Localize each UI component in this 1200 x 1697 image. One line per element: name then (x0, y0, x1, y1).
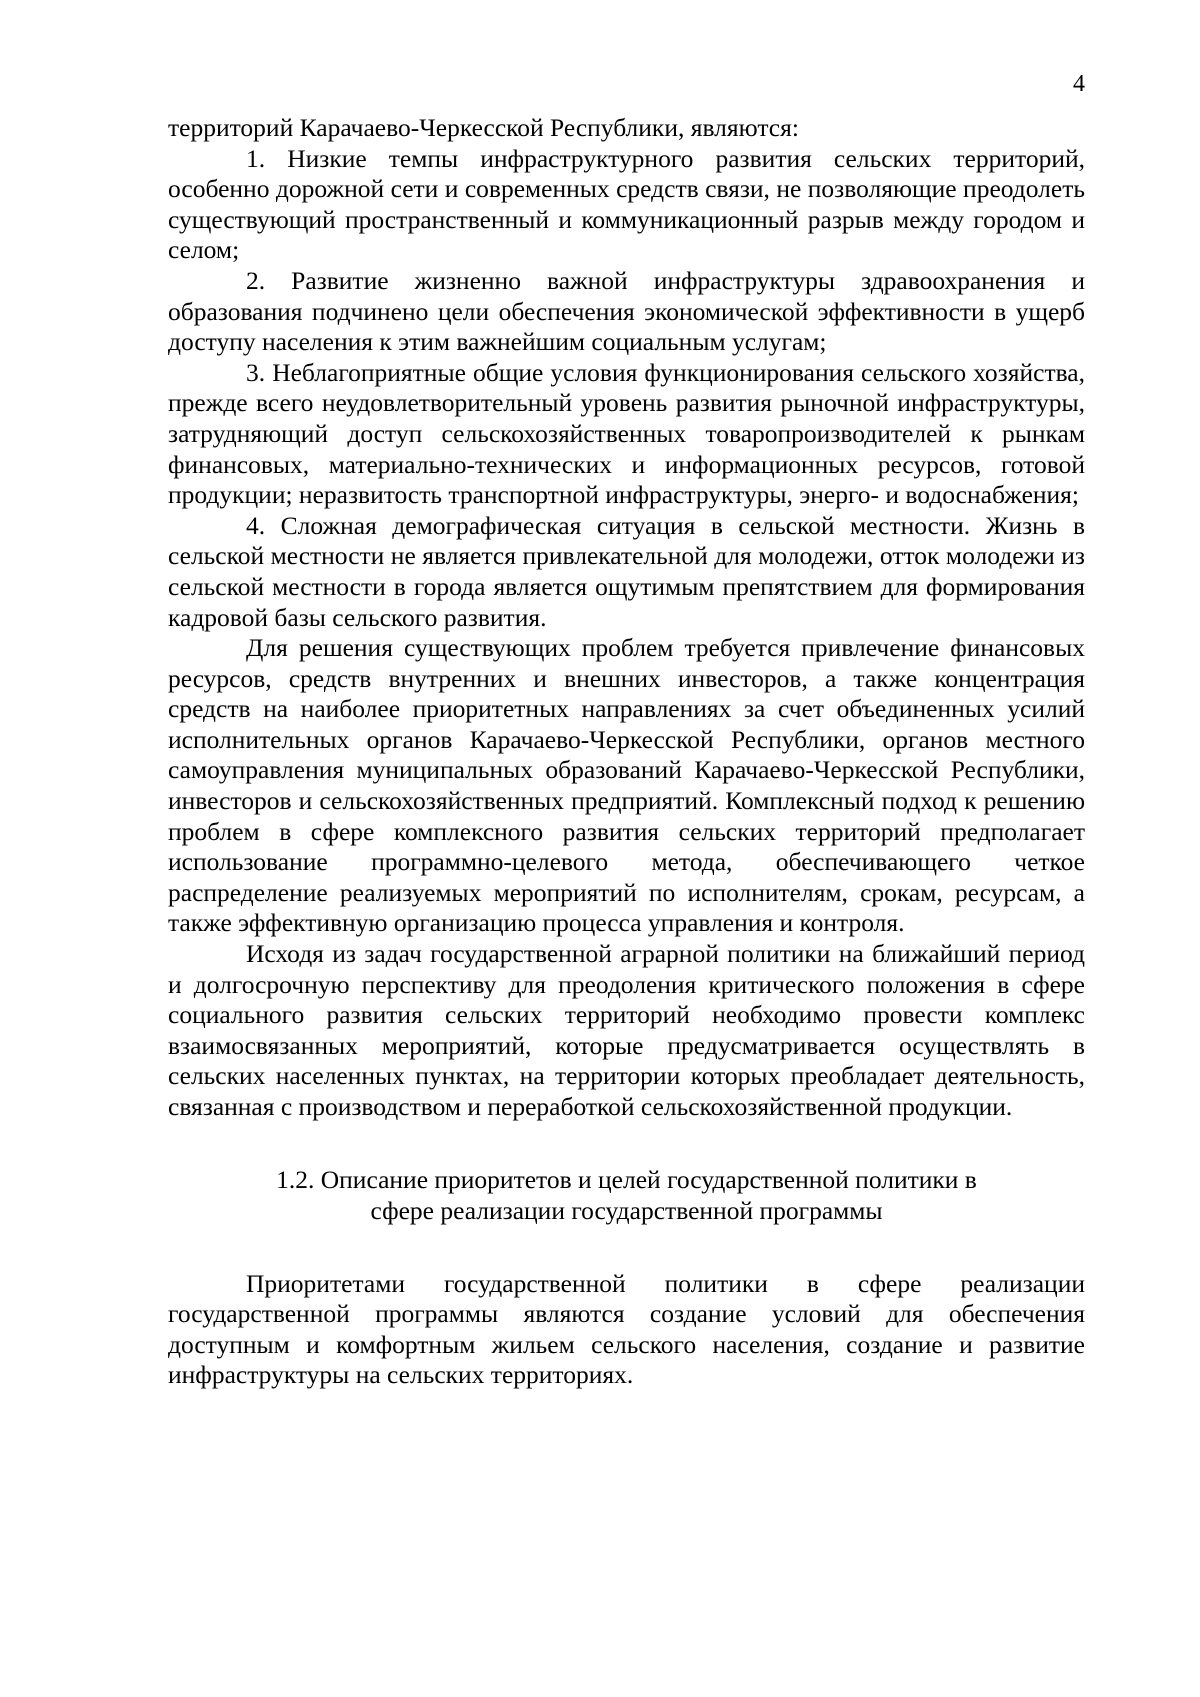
problem-item-1: 1. Низкие темпы инфраструктурного развития сельских территорий, особенно дорожной сети и современных средств связи, не позволяющие преодолеть существующий пространственный и коммуникационный разрыв между городом и селом; (168, 143, 1085, 265)
problem-item-2: 2. Развитие жизненно важной инфраструктуры здравоохранения и образования подчинено цели обеспечения экономической эффективности в ущерб доступу населения к этим важнейшим социальным услугам; (168, 265, 1085, 357)
paragraph-tasks: Исходя из задач государственной аграрной политики на ближайший период и долгосрочную перспективу для преодоления критического положения в сфере социального развития сельских территорий необходимо провести комплекс взаимосвязанных мероприятий, которые предусматривается осуществлять в сельских населенных пунктах, на территории которых преобладает деятельность, связанная с производством и переработкой сельскохозяйственной продукции. (168, 939, 1085, 1121)
section-heading-line-1: 1.2. Описание приоритетов и целей государственной политики в (276, 1164, 977, 1194)
problem-item-3: 3. Неблагоприятные общие условия функционирования сельского хозяйства, прежде всего неудовлетворительный уровень развития рыночной инфраструктуры, затрудняющий доступ сельскохозяйственных товаропроизводителей к рынкам финансовых, материально-технических и информационных ресурсов, готовой продукции; неразвитость транспортной инфраструктуры, энерго- и водоснабжения; (168, 357, 1085, 510)
paragraph-priorities: Приоритетами государственной политики в сфере реализации государственной программы являются создание условий для обеспечения доступным и комфортным жильем сельского населения, создание и развитие инфраструктуры на сельских территориях. (168, 1268, 1085, 1390)
page-number: 4 (1073, 71, 1085, 97)
section-heading (208, 1164, 1045, 1226)
paragraph-solution: Для решения существующих проблем требуется привлечение финансовых ресурсов, средств внутренних и внешних инвесторов, а также концентрация средств на наиболее приоритетных направлениях за счет объединенных усилий исполнительных органов Карачаево-Черкесской Республики, органов местного самоуправления муниципальных образований Карачаево-Черкесской Республики, инвесторов и сельскохозяйственных предприятий. Комплексный подход к решению проблем в сфере комплексного развития сельских территорий предполагает использование программно-целевого метода, обеспечивающего четкое распределение реализуемых мероприятий по исполнителям, срокам, ресурсам, а также эффективную организацию процесса управления и контроля. (168, 633, 1085, 938)
section-heading-line-2: сфере реализации государственной программы (370, 1195, 883, 1225)
problem-item-4: 4. Сложная демографическая ситуация в сельской местности. Жизнь в сельской местности не является привлекательной для молодежи, отток молодежи из сельской местности в города является ощутимым препятствием для формирования кадровой базы сельского развития. (168, 510, 1085, 632)
document-body (168, 113, 1085, 1391)
intro-line: территорий Карачаево-Черкесской Республики, являются: (168, 113, 799, 142)
